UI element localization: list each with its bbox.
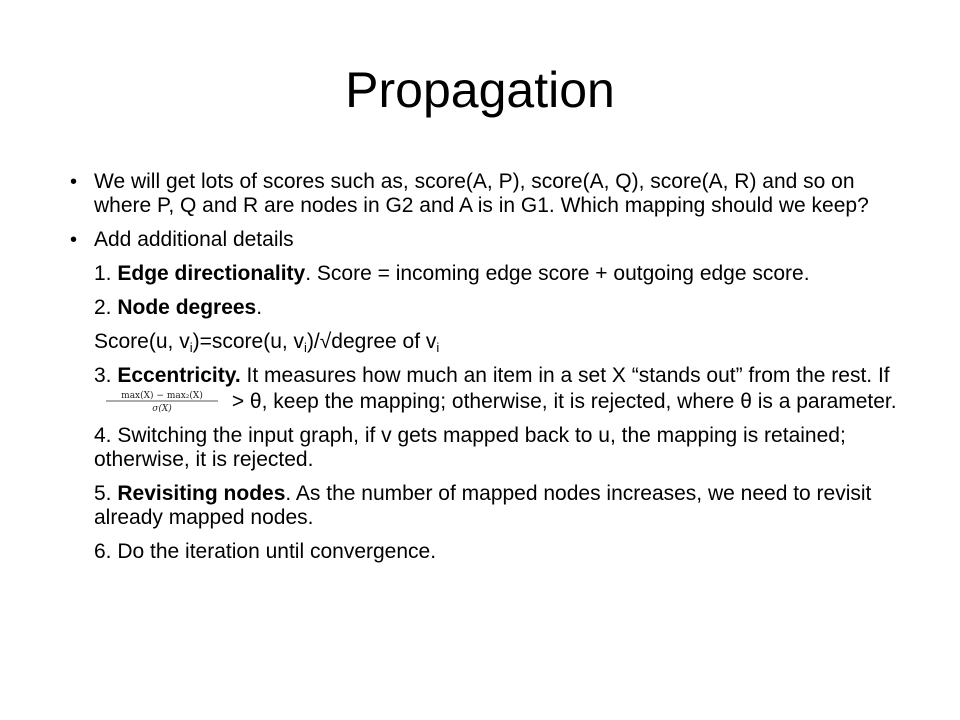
detail-edge-directionality	[70, 262, 910, 286]
detail-heading: Node degrees	[117, 296, 257, 319]
detail-text: > θ, keep the mapping; otherwise, it is rejected, where θ is a parameter.	[226, 390, 897, 413]
formula-text: )/√degree of v	[306, 330, 437, 353]
formula-text: Score(u, v	[94, 330, 190, 353]
score-formula	[70, 330, 910, 354]
detail-heading: Eccentricity.	[117, 364, 241, 387]
detail-number: 2.	[94, 296, 118, 319]
detail-node-degrees	[70, 296, 910, 320]
detail-heading: Edge directionality	[117, 262, 306, 285]
formula-subscript: i	[189, 340, 193, 355]
formula-numerator: max(X) − max₂(X)	[121, 391, 203, 401]
bullet-item	[70, 228, 910, 252]
detail-text: . Score = incoming edge score + outgoing edge score.	[305, 262, 810, 285]
formula-subscript: i	[304, 340, 307, 355]
detail-eccentricity	[70, 364, 910, 414]
detail-text: It measures how much an item in a set X “stands out” from the rest. If	[240, 364, 890, 387]
formula-text: )=score(u, v	[192, 330, 305, 353]
detail-number: 5.	[94, 482, 118, 505]
detail-iteration: 6. Do the iteration until convergence.	[94, 540, 437, 563]
slide-content	[70, 170, 910, 574]
bullet-icon: •	[70, 229, 78, 251]
detail-number: 3.	[94, 364, 118, 387]
detail-text: . As the number of mapped nodes increases, we need to revisit already mapped nodes.	[94, 482, 872, 529]
bullet-icon: •	[70, 171, 78, 193]
bullet-item	[70, 170, 910, 218]
formula-subscript: i	[436, 340, 440, 355]
bullet-text: Add additional details	[94, 228, 294, 251]
slide-title: Propagation	[345, 62, 615, 118]
eccentricity-formula-image	[102, 388, 222, 414]
detail-heading: Revisiting nodes	[117, 482, 286, 505]
detail-text: .	[256, 296, 263, 319]
detail-revisiting-nodes	[70, 482, 910, 530]
detail-switching-input: 4. Switching the input graph, if v gets mapped back to u, the mapping is retained; otherwise, it is rejected.	[94, 424, 846, 471]
bullet-text: We will get lots of scores such as, score(A, P), score(A, Q), score(A, R) and so on where P, Q and R are nodes in G2 and A is in G1. Which mapping should we keep?	[94, 170, 869, 217]
detail-number: 1.	[94, 262, 118, 285]
formula-denominator: σ(X)	[152, 404, 172, 414]
